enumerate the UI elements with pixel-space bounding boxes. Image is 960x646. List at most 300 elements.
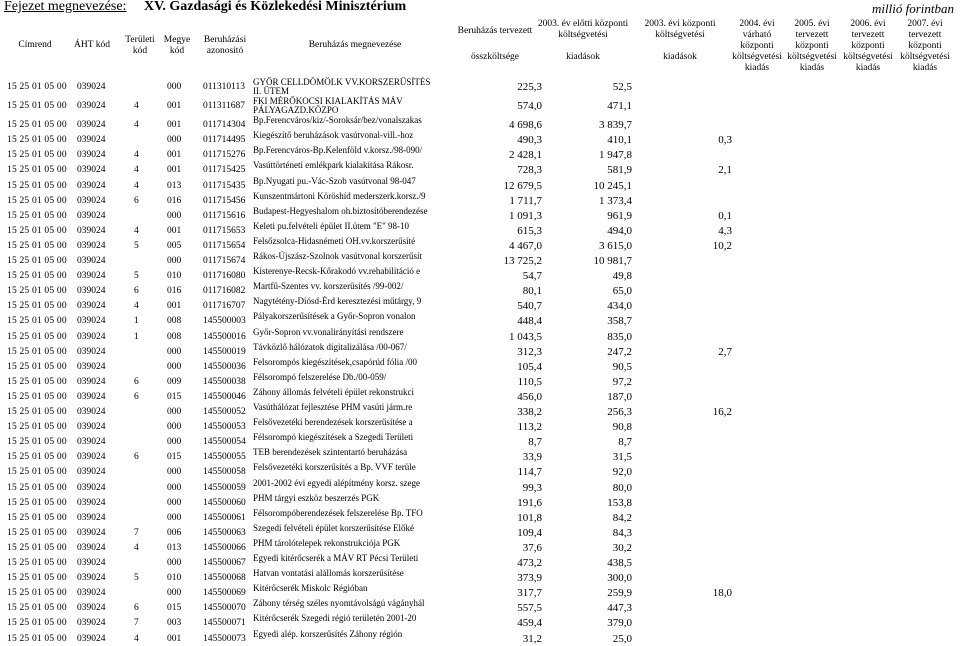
cell-nev: Pályakorszerűsítések a Győr-Sopron vonalon <box>253 311 416 322</box>
cell-k2003a: 358,7 <box>607 315 632 328</box>
cell-azon: 011715654 <box>203 240 246 251</box>
cell-ossz: 338,2 <box>517 406 542 418</box>
cell-aht: 039024 <box>77 256 106 266</box>
cell-nev: Félsorompó kiegészítések a Szegedi Területi <box>253 432 414 443</box>
cell-aht: 039024 <box>77 101 106 111</box>
cell-ter: 1 <box>134 331 139 342</box>
cell-megye: 010 <box>167 271 182 282</box>
table-row <box>0 629 960 646</box>
cell-k2003a: 247,2 <box>607 345 632 358</box>
cell-nev: Záhony állomás felvételi épület rekonstrukci <box>253 386 414 397</box>
cell-azon: 145500054 <box>203 437 246 448</box>
table-header <box>0 19 960 77</box>
cell-azon: 145500053 <box>203 422 246 433</box>
cell-ter: 5 <box>134 271 139 282</box>
cell-megye: 008 <box>167 331 182 342</box>
cell-azon: 011715653 <box>203 225 246 236</box>
cell-nev2: PÁLYAGAZD.KÖZPO <box>253 105 339 115</box>
cell-cim: 15 25 01 05 00 <box>7 482 67 493</box>
cell-azon: 145500060 <box>203 497 246 508</box>
col-2005: 2005. évi tervezett központi költségvetési kiadás <box>787 19 837 73</box>
cell-k2003a: 92,0 <box>612 466 632 479</box>
cell-k2003a: 31,5 <box>612 451 632 464</box>
cell-azon: 011311687 <box>203 101 246 111</box>
cell-k2003b: 2,1 <box>718 164 732 177</box>
cell-nev: Kunszentmártoni Köröshíd mederszerk.korsz./9 <box>253 190 426 201</box>
cell-ter: 4 <box>134 180 139 191</box>
cell-nev: Kitérőcserék Miskolc Régióban <box>253 583 368 594</box>
cell-ossz: 2 428,1 <box>509 149 542 162</box>
cell-aht: 039024 <box>77 376 106 387</box>
cell-megye: 008 <box>167 316 182 327</box>
cell-aht: 039024 <box>77 316 106 327</box>
cell-aht: 039024 <box>77 482 106 493</box>
cell-azon: 145500067 <box>203 558 246 568</box>
cell-megye: 000 <box>167 346 182 357</box>
cell-ossz: 114,7 <box>517 466 542 479</box>
cell-ossz: 490,3 <box>517 134 542 147</box>
cell-azon: 011716082 <box>203 286 246 297</box>
cell-megye: 000 <box>167 512 182 523</box>
cell-k2003a: 1 947,8 <box>599 149 632 162</box>
cell-ossz: 8,7 <box>528 436 542 449</box>
col-2004: 2004. évi várható központi költségvetési kiadás <box>732 19 782 73</box>
cell-aht: 039024 <box>77 603 106 614</box>
cell-k2003a: 90,5 <box>612 360 632 373</box>
cell-nev: Bp.Nyugati pu.-Vác-Szob vasútvonal 98-047 <box>253 175 416 186</box>
cell-aht: 039024 <box>77 165 106 176</box>
cell-k2003a: 80,0 <box>612 481 632 494</box>
cell-nev: PHM tárgyi eszköz beszerzés PGK <box>253 492 380 503</box>
cell-megye: 016 <box>167 286 182 297</box>
cell-ossz: 473,2 <box>517 557 542 569</box>
cell-nev: Kiegészítő beruházások vasútvonal-vill.-hoz <box>253 130 414 141</box>
col-megye: Megye kód <box>163 35 191 56</box>
cell-azon: 011716080 <box>203 271 246 282</box>
cell-ossz: 574,0 <box>517 100 542 112</box>
cell-k2003a: 30,2 <box>612 541 632 554</box>
col-2006: 2006. évi tervezett központi költségvetési kiadás <box>843 19 893 73</box>
cell-cim: 15 25 01 05 00 <box>7 210 67 221</box>
cell-ter: 7 <box>134 618 139 629</box>
cell-k2003a: 434,0 <box>607 300 632 313</box>
cell-k2003a: 447,3 <box>607 602 632 615</box>
cell-azon: 011715674 <box>203 256 246 266</box>
cell-cim: 15 25 01 05 00 <box>7 286 67 297</box>
cell-megye: 000 <box>167 135 182 146</box>
cell-nev: Budapest-Hegyeshalom oh.biztosítóberendezése <box>253 205 428 216</box>
cell-megye: 001 <box>167 225 182 236</box>
cell-cim: 15 25 01 05 00 <box>7 82 67 92</box>
cell-aht: 039024 <box>77 120 106 131</box>
cell-nev: Győr-Sopron vv.vonalirányítási rendszere <box>253 326 404 337</box>
table-row <box>0 96 960 113</box>
cell-megye: 000 <box>167 422 182 433</box>
cell-aht: 039024 <box>77 331 106 342</box>
cell-ossz: 109,4 <box>517 526 542 539</box>
cell-k2003a: 1 373,4 <box>599 194 632 207</box>
cell-k2003a: 256,3 <box>607 406 632 418</box>
cell-azon: 145500058 <box>203 467 246 478</box>
col-megnevezes: Beruházás megnevezése <box>308 40 402 50</box>
cell-cim: 15 25 01 05 00 <box>7 165 67 176</box>
cell-ter: 4 <box>134 165 139 176</box>
cell-k2003a: 3 839,7 <box>599 119 632 132</box>
cell-cim: 15 25 01 05 00 <box>7 256 67 266</box>
cell-k2003a: 52,5 <box>612 81 632 93</box>
cell-cim: 15 25 01 05 00 <box>7 452 67 463</box>
cell-cim: 15 25 01 05 00 <box>7 512 67 523</box>
cell-aht: 039024 <box>77 422 106 433</box>
cell-cim: 15 25 01 05 00 <box>7 391 67 402</box>
cell-nev: Felsővezetéki korszerűsítés a Bp. VVF terüle <box>253 462 416 473</box>
cell-aht: 039024 <box>77 573 106 584</box>
cell-ossz: 225,3 <box>517 81 542 93</box>
cell-nev: Kitérőcserék Szegedi régió területén 2001-20 <box>253 613 417 624</box>
cell-ter: 6 <box>134 452 139 463</box>
cell-aht: 039024 <box>77 633 106 644</box>
cell-k2003a: 961,9 <box>607 209 632 222</box>
cell-cim: 15 25 01 05 00 <box>7 437 67 448</box>
cell-nev: Martfű-Szentes vv. korszerűsítés /99-002/ <box>253 281 404 292</box>
cell-cim: 15 25 01 05 00 <box>7 195 67 206</box>
cell-megye: 005 <box>167 240 182 251</box>
cell-megye: 000 <box>167 467 182 478</box>
cell-cim: 15 25 01 05 00 <box>7 271 67 282</box>
cell-k2003b: 16,2 <box>712 406 732 418</box>
col-2003-kiadasok: kiadások <box>663 52 697 62</box>
cell-k2003a: 438,5 <box>607 557 632 569</box>
cell-megye: 000 <box>167 558 182 568</box>
cell-ossz: 4 698,6 <box>509 119 542 132</box>
cell-k2003b: 4,3 <box>718 224 732 237</box>
col-azonosito: Beruházási azonosító <box>203 35 247 56</box>
cell-ter: 4 <box>134 120 139 131</box>
cell-aht: 039024 <box>77 240 106 251</box>
cell-azon: 145500066 <box>203 542 246 553</box>
cell-cim: 15 25 01 05 00 <box>7 573 67 584</box>
cell-ossz: 13 725,2 <box>503 255 542 267</box>
cell-azon: 145500071 <box>203 618 246 629</box>
cell-cim: 15 25 01 05 00 <box>7 361 67 372</box>
col-tervezett: Beruházás tervezett <box>457 26 533 36</box>
cell-ossz: 459,4 <box>517 617 542 630</box>
cell-k2003a: 65,0 <box>612 285 632 298</box>
cell-azon: 011715425 <box>203 165 246 176</box>
cell-azon: 145500003 <box>203 316 246 327</box>
cell-aht: 039024 <box>77 271 106 282</box>
cell-ossz: 80,1 <box>522 285 542 298</box>
cell-cim: 15 25 01 05 00 <box>7 346 67 357</box>
cell-nev: Kisterenye-Recsk-Kőrakodó vv.rehabilitáció e <box>253 266 421 277</box>
cell-k2003a: 379,0 <box>607 617 632 630</box>
cell-azon: 145500036 <box>203 361 246 372</box>
col-2003: 2003. évi központi költségvetési <box>644 19 716 40</box>
cell-nev: Egyedi alép. korszerűsítés Záhony régión <box>253 628 403 639</box>
cell-k2003b: 0,1 <box>718 209 732 222</box>
cell-megye: 000 <box>167 437 182 448</box>
cell-cim: 15 25 01 05 00 <box>7 316 67 327</box>
cell-aht: 039024 <box>77 452 106 463</box>
col-elotti-kiadasok: kiadások <box>566 52 600 62</box>
cell-ossz: 540,7 <box>517 300 542 313</box>
cell-k2003a: 410,1 <box>607 134 632 147</box>
cell-ossz: 101,8 <box>517 511 542 524</box>
cell-megye: 001 <box>167 165 182 176</box>
cell-ossz: 12 679,5 <box>503 179 542 192</box>
cell-nev: Keleti pu.felvételi épület II.ütem "E" 98-10 <box>253 220 410 231</box>
cell-cim: 15 25 01 05 00 <box>7 603 67 614</box>
cell-aht: 039024 <box>77 150 106 161</box>
cell-azon: 145500073 <box>203 633 246 644</box>
cell-ter: 6 <box>134 195 139 206</box>
cell-nev: Félsorompó felszerelése Db./00-059/ <box>253 371 387 382</box>
cell-k2003a: 8,7 <box>618 436 632 449</box>
cell-cim: 15 25 01 05 00 <box>7 542 67 553</box>
cell-azon: 145500038 <box>203 376 246 387</box>
cell-cim: 15 25 01 05 00 <box>7 225 67 236</box>
cell-aht: 039024 <box>77 558 106 568</box>
cell-ossz: 557,5 <box>517 602 542 615</box>
cell-cim: 15 25 01 05 00 <box>7 422 67 433</box>
cell-megye: 010 <box>167 573 182 584</box>
cell-ter: 6 <box>134 286 139 297</box>
cell-cim: 15 25 01 05 00 <box>7 101 67 111</box>
cell-ossz: 615,3 <box>517 224 542 237</box>
cell-megye: 000 <box>167 256 182 266</box>
cell-azon: 145500052 <box>203 407 246 417</box>
table-row <box>0 77 960 94</box>
cell-ossz: 54,7 <box>522 270 542 283</box>
chapter-label: Fejezet megnevezése: <box>4 0 127 14</box>
cell-nev: Vasúthálózat fejlesztése PHM vasúti járm.re <box>253 402 413 412</box>
cell-cim: 15 25 01 05 00 <box>7 376 67 387</box>
cell-nev2: II. ÜTEM <box>253 86 289 96</box>
cell-k2003b: 2,7 <box>718 345 732 358</box>
cell-megye: 006 <box>167 527 182 538</box>
cell-azon: 145500070 <box>203 603 246 614</box>
cell-k2003a: 3 615,0 <box>599 239 632 252</box>
cell-aht: 039024 <box>77 542 106 553</box>
cell-ter: 4 <box>134 542 139 553</box>
cell-ter: 7 <box>134 527 139 538</box>
col-osszkoltseg: összköltsége <box>470 52 520 62</box>
cell-megye: 001 <box>167 301 182 312</box>
cell-megye: 015 <box>167 603 182 614</box>
cell-cim: 15 25 01 05 00 <box>7 150 67 161</box>
cell-aht: 039024 <box>77 467 106 478</box>
cell-aht: 039024 <box>77 391 106 402</box>
cell-cim: 15 25 01 05 00 <box>7 331 67 342</box>
cell-k2003a: 84,3 <box>612 526 632 539</box>
col-elotti: 2003. év előtti központi költségvetési <box>537 19 629 40</box>
cell-cim: 15 25 01 05 00 <box>7 588 67 599</box>
cell-azon: 011716707 <box>203 301 246 312</box>
cell-nev: Felsővezetéki berendezések korszerűsítése a <box>253 417 413 428</box>
cell-cim: 15 25 01 05 00 <box>7 180 67 191</box>
cell-megye: 003 <box>167 618 182 629</box>
cell-azon: 145500063 <box>203 527 246 538</box>
cell-k2003a: 259,9 <box>607 587 632 600</box>
cell-ter: 4 <box>134 101 139 111</box>
cell-megye: 016 <box>167 195 182 206</box>
cell-nev: Bp.Ferencváros-Bp.Kelenföld v.korsz./98-090/ <box>253 145 423 156</box>
cell-azon: 011715435 <box>203 180 246 191</box>
cell-k2003b: 18,0 <box>712 587 732 600</box>
cell-aht: 039024 <box>77 497 106 508</box>
cell-nev: Felsőzsolca-Hidasnémeti OH.vv.korszerűsíté <box>253 235 416 246</box>
cell-k2003a: 49,8 <box>612 270 632 283</box>
col-cimrend: Címrend <box>18 40 52 50</box>
cell-ter: 4 <box>134 633 139 644</box>
cell-azon: 145500059 <box>203 482 246 493</box>
cell-megye: 013 <box>167 542 182 553</box>
cell-cim: 15 25 01 05 00 <box>7 467 67 478</box>
col-2007: 2007. évi tervezett központi költségvetési kiadás <box>900 19 950 73</box>
cell-k2003a: 97,2 <box>612 375 632 388</box>
cell-ter: 6 <box>134 391 139 402</box>
cell-nev: Szegedi felvételi épület korszerűsítése Előké <box>253 522 414 533</box>
col-aht: ÁHT kód <box>74 40 110 50</box>
cell-ossz: 110,5 <box>517 375 542 388</box>
cell-megye: 009 <box>167 376 182 387</box>
cell-azon: 145500069 <box>203 588 246 599</box>
cell-aht: 039024 <box>77 210 106 221</box>
cell-ossz: 37,6 <box>522 541 542 554</box>
cell-ossz: 448,4 <box>517 315 542 328</box>
cell-nev: GYŐR CELLDÖMÖLK VV.KORSZERŰSÍTÉS <box>253 77 431 87</box>
cell-megye: 015 <box>167 452 182 463</box>
cell-k2003a: 300,0 <box>607 572 632 585</box>
cell-nev: FKI MÉRŐKOCSI KIALAKÍTÁS MÁV <box>253 96 403 106</box>
cell-cim: 15 25 01 05 00 <box>7 407 67 417</box>
cell-aht: 039024 <box>77 588 106 599</box>
cell-ossz: 1 091,3 <box>509 209 542 222</box>
cell-aht: 039024 <box>77 618 106 629</box>
cell-ter: 4 <box>134 150 139 161</box>
cell-aht: 039024 <box>77 286 106 297</box>
cell-ossz: 373,9 <box>517 572 542 585</box>
cell-aht: 039024 <box>77 437 106 448</box>
cell-nev: Félsorompóberendezések felszerelése Bp. TFO <box>253 507 423 518</box>
cell-ossz: 191,6 <box>517 496 542 509</box>
cell-k2003a: 187,0 <box>607 390 632 403</box>
cell-nev: Rákos-Újszász-Szolnok vasútvonal korszerűsít <box>253 251 422 261</box>
cell-k2003a: 494,0 <box>607 224 632 237</box>
cell-nev: Vasúttörténeti emlékpark kialakítása Rákosr. <box>253 160 414 171</box>
cell-nev: Egyedi kitérőcserék a MÁV RT Pécsi Területi <box>253 553 419 563</box>
cell-nev: 2001-2002 évi egyedi alépítmény korsz. szege <box>253 477 420 488</box>
cell-aht: 039024 <box>77 407 106 417</box>
cell-k2003a: 835,0 <box>607 330 632 343</box>
cell-megye: 000 <box>167 588 182 599</box>
cell-ter: 5 <box>134 573 139 584</box>
cell-ossz: 31,2 <box>522 632 542 645</box>
cell-nev: Felsorompós kiegészítések,csapórúd fólia /00 <box>253 356 417 367</box>
cell-megye: 000 <box>167 361 182 372</box>
cell-aht: 039024 <box>77 361 106 372</box>
unit-note: millió forintban <box>872 1 954 16</box>
cell-ossz: 105,4 <box>517 360 542 373</box>
cell-k2003b: 10,2 <box>712 239 732 252</box>
cell-k2003a: 10 981,7 <box>593 255 632 267</box>
cell-azon: 145500019 <box>203 346 246 357</box>
cell-azon: 011715456 <box>203 195 246 206</box>
cell-megye: 001 <box>167 101 182 111</box>
cell-megye: 000 <box>167 482 182 493</box>
cell-azon: 011714495 <box>203 135 246 146</box>
cell-megye: 000 <box>167 82 182 92</box>
cell-ter: 1 <box>134 316 139 327</box>
cell-ossz: 1 711,7 <box>509 194 542 207</box>
cell-cim: 15 25 01 05 00 <box>7 618 67 629</box>
cell-cim: 15 25 01 05 00 <box>7 120 67 131</box>
cell-nev: Bp.Ferencváros/kiz/-Soroksár/bez/vonalszakas <box>253 115 422 126</box>
cell-aht: 039024 <box>77 346 106 357</box>
cell-megye: 001 <box>167 150 182 161</box>
cell-ossz: 99,3 <box>522 481 542 494</box>
cell-ossz: 33,9 <box>522 451 542 464</box>
cell-nev: Távközlő hálózatok digitalizálása /00-067/ <box>253 341 407 352</box>
cell-megye: 001 <box>167 120 182 131</box>
cell-k2003a: 153,8 <box>607 496 632 509</box>
cell-cim: 15 25 01 05 00 <box>7 301 67 312</box>
cell-nev: PHM tárolótelepek rekonstrukciója PGK <box>253 537 401 548</box>
cell-nev: Záhony térség széles nyomtávolságú vágányhál <box>253 598 425 609</box>
cell-ossz: 4 467,0 <box>509 239 542 252</box>
cell-ossz: 113,2 <box>517 421 542 434</box>
cell-aht: 039024 <box>77 301 106 312</box>
cell-azon: 011715276 <box>203 150 246 161</box>
cell-ossz: 456,0 <box>517 390 542 403</box>
cell-k2003a: 25,0 <box>612 632 632 645</box>
cell-azon: 145500068 <box>203 573 246 584</box>
cell-nev: Hatvan vontatási alállomás korszerűsítése <box>253 568 404 579</box>
cell-cim: 15 25 01 05 00 <box>7 135 67 146</box>
cell-aht: 039024 <box>77 82 106 92</box>
cell-azon: 011310113 <box>203 82 246 92</box>
cell-ter: 4 <box>134 301 139 312</box>
cell-cim: 15 25 01 05 00 <box>7 497 67 508</box>
cell-aht: 039024 <box>77 225 106 236</box>
cell-ossz: 1 043,5 <box>509 330 542 343</box>
cell-k2003a: 84,2 <box>612 511 632 524</box>
cell-k2003a: 10 245,1 <box>593 179 632 192</box>
title-bar <box>0 0 960 18</box>
cell-azon: 145500046 <box>203 391 246 402</box>
cell-cim: 15 25 01 05 00 <box>7 633 67 644</box>
cell-megye: 015 <box>167 391 182 402</box>
cell-megye: 000 <box>167 407 182 417</box>
cell-megye: 013 <box>167 180 182 191</box>
cell-k2003b: 0,3 <box>718 134 732 147</box>
cell-ossz: 728,3 <box>517 164 542 177</box>
cell-aht: 039024 <box>77 527 106 538</box>
cell-megye: 000 <box>167 497 182 508</box>
cell-k2003a: 90,8 <box>612 421 632 434</box>
chapter-title: XV. Gazdasági és Közlekedési Minisztérium <box>144 0 407 14</box>
cell-aht: 039024 <box>77 180 106 191</box>
cell-k2003a: 581,9 <box>607 164 632 177</box>
cell-megye: 001 <box>167 633 182 644</box>
cell-ossz: 312,3 <box>517 345 542 358</box>
cell-ter: 6 <box>134 376 139 387</box>
cell-azon: 011714304 <box>203 120 246 131</box>
cell-azon: 145500016 <box>203 331 246 342</box>
cell-aht: 039024 <box>77 195 106 206</box>
cell-ter: 5 <box>134 240 139 251</box>
cell-nev: Nagytétény-Diósd-Érd keresztezési műtárgy, 9 <box>253 296 422 307</box>
